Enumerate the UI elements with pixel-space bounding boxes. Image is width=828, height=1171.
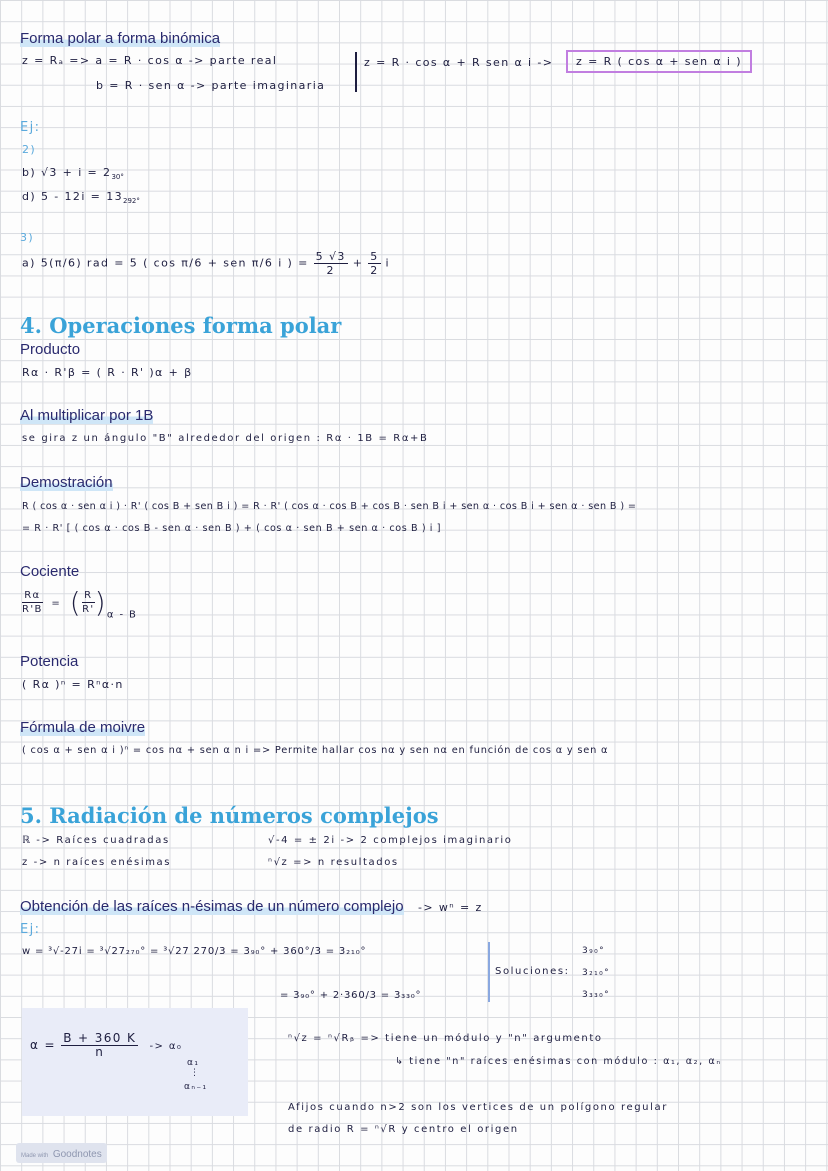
afijos-line-2: de radio R = ⁿ√R y centro el origen bbox=[288, 1124, 519, 1135]
solution-1: 3₉₀° bbox=[582, 946, 606, 956]
example-label-2: Ej: bbox=[20, 922, 41, 937]
raiz-ejemplo: √-4 = ± 2i -> 2 complejos imaginario bbox=[268, 835, 513, 846]
raices-enesimas: z -> n raíces enésimas bbox=[22, 857, 172, 868]
afijos-line-1: Afijos cuando n>2 son los vertices de un polígono regular bbox=[288, 1102, 668, 1113]
subtitle-potencia: Potencia bbox=[20, 653, 79, 670]
subtitle-obtencion: Obtención de las raíces n-ésimas de un número complejo bbox=[20, 898, 404, 915]
raiz-n-resultados: ⁿ√z => n resultados bbox=[268, 857, 399, 868]
alpha-formula: α = $\frac{B + 360 K}{n}$ -> α₀ bbox=[30, 1031, 183, 1059]
alpha-dots: ⋮ bbox=[190, 1068, 201, 1078]
subtitle-cociente: Cociente bbox=[20, 563, 80, 580]
cociente-formula: $\frac{R\alpha}{R'B}$ = ( $\frac{R}{R'}$ )α - B bbox=[22, 586, 138, 621]
root-formula-2: ↳ tiene "n" raíces enésimas con módulo : α₁, α₂, αₙ bbox=[395, 1056, 722, 1067]
example-a: a) 5(π/6) rad = 5 ( cos π/6 + sen π/6 i ) = $\frac{5 √3}{2}$ + $\frac{5}{2}$ i bbox=[22, 250, 390, 277]
binomial-formula: z = R · cos α + R sen α i -> bbox=[364, 56, 554, 69]
section-title-polar-binomial: Forma polar a forma binómica bbox=[20, 30, 221, 47]
moivre-formula: ( cos α + sen α i )ⁿ = cos nα + sen α n i => Permite hallar cos nα y sen nα en función de cos α y sen α bbox=[22, 745, 609, 756]
potencia-formula: ( Rα )ⁿ = Rⁿα·n bbox=[22, 678, 124, 691]
subtitle-producto: Producto bbox=[20, 341, 81, 358]
subtitle-moivre: Fórmula de moivre bbox=[20, 719, 146, 736]
producto-formula: Rα · R'β = ( R · R' )α + β bbox=[22, 366, 193, 379]
obtencion-formula: -> wⁿ = z bbox=[418, 901, 483, 914]
subtitle-multiplicar: Al multiplicar por 1B bbox=[20, 407, 154, 424]
example-d: d) $5 - 12i = 13_{292^\circ}$ bbox=[22, 190, 140, 205]
alpha-k1: α₁ bbox=[187, 1058, 200, 1068]
divider-vertical bbox=[355, 52, 357, 92]
multiplicar-formula: se gira z un ángulo "B" alrededor del origen : Rα · 1B = Rα+B bbox=[22, 433, 429, 444]
solutions-divider bbox=[488, 942, 490, 1002]
section-heading-4: 4. Operaciones forma polar bbox=[20, 313, 342, 338]
raices-cuadradas: ℝ -> Raíces cuadradas bbox=[22, 835, 170, 846]
polar-line-imag: b = R · sen α -> parte imaginaria bbox=[96, 79, 326, 92]
section-heading-5: 5. Radiación de números complejos bbox=[20, 803, 439, 828]
solution-3: 3₃₃₀° bbox=[582, 990, 611, 1000]
example-label: Ej: bbox=[20, 120, 41, 135]
w-line-2: = 3₉₀° + 2·360/3 = 3₃₃₀° bbox=[280, 990, 422, 1001]
alpha-box bbox=[22, 1008, 248, 1116]
root-formula: ⁿ√z = ⁿ√Rᵦ => tiene un módulo y "n" argumento bbox=[288, 1033, 603, 1044]
goodnotes-badge: Made with Goodnotes bbox=[16, 1143, 107, 1163]
demo-line-1: R ( cos α · sen α i ) · R' ( cos B + sen B i ) = R · R' ( cos α · cos B + cos B · sen B i + sen α · cos B i + sen α · sen B ) = bbox=[22, 501, 637, 512]
solution-2: 3₂₁₀° bbox=[582, 968, 611, 978]
polar-line-real: z = Rₐ => a = R · cos α -> parte real bbox=[22, 54, 278, 67]
example-number-3: 3) bbox=[20, 231, 35, 244]
example-b: b) $√3 + i = 2_{30^\circ}$ bbox=[22, 166, 124, 181]
alpha-kn: αₙ₋₁ bbox=[184, 1082, 208, 1092]
example-number-2: 2) bbox=[22, 143, 37, 156]
w-line-1: w = ³√-27i = ³√27₂₇₀° = ³√27 270/3 = 3₉₀° + 360°/3 = 3₂₁₀° bbox=[22, 946, 367, 957]
soluciones-label: Soluciones: bbox=[495, 966, 570, 977]
boxed-formula: z = R ( cos α + sen α i ) bbox=[566, 50, 752, 73]
subtitle-demostracion: Demostración bbox=[20, 474, 113, 491]
demo-line-2: = R · R' [ ( cos α · cos B - sen α · sen B ) + ( cos α · sen B + sen α · cos B ) i ] bbox=[22, 523, 442, 534]
